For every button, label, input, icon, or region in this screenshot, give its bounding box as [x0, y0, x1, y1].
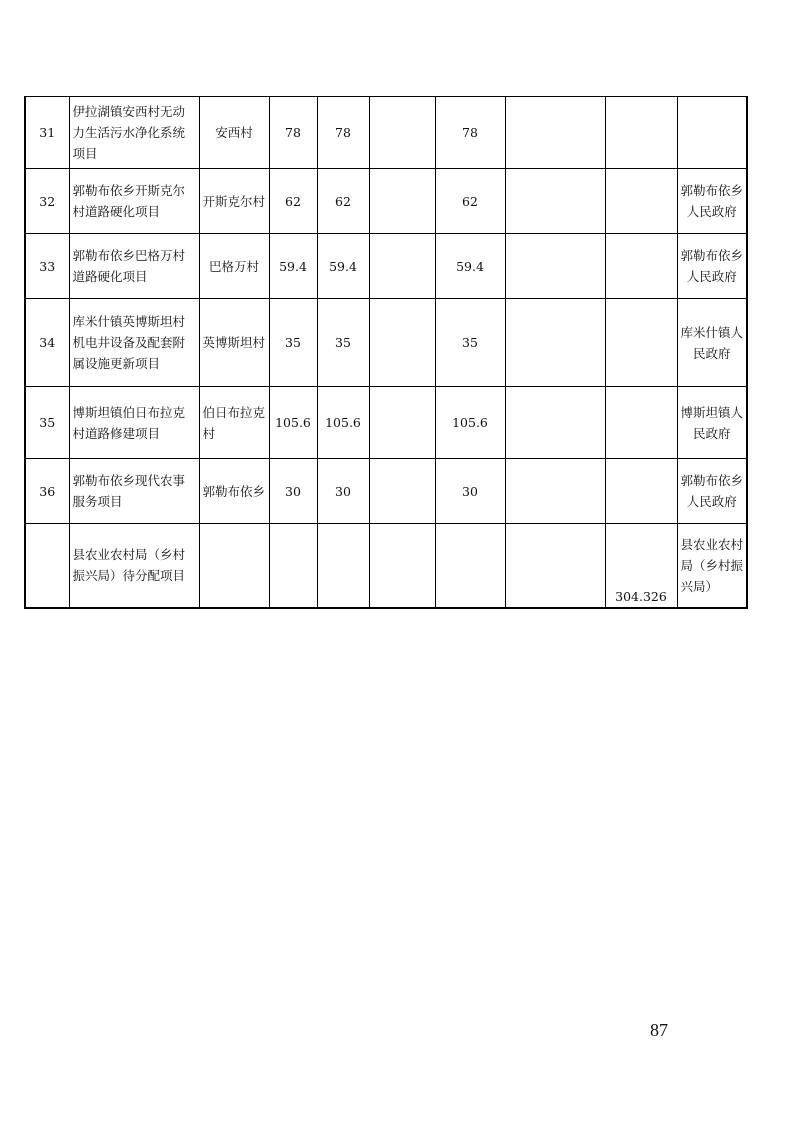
row-number: 35	[25, 387, 69, 459]
amount-col6: 78	[435, 97, 505, 169]
amount-col8	[605, 234, 677, 299]
project-name: 伊拉湖镇安西村无动力生活污水净化系统项目	[69, 97, 199, 169]
amount-col4: 59.4	[317, 234, 369, 299]
responsible-dept: 郭勒布依乡人民政府	[677, 234, 747, 299]
page-number: 87	[650, 1020, 668, 1040]
amount-col7	[505, 524, 605, 608]
amount-col4: 35	[317, 299, 369, 387]
total-amount: 30	[269, 459, 317, 524]
amount-col5	[369, 459, 435, 524]
total-amount: 78	[269, 97, 317, 169]
amount-col7	[505, 234, 605, 299]
total-amount: 59.4	[269, 234, 317, 299]
project-name: 郭勒布依乡开斯克尔村道路硬化项目	[69, 169, 199, 234]
project-name: 县农业农村局（乡村振兴局）待分配项目	[69, 524, 199, 608]
amount-col8	[605, 459, 677, 524]
amount-col5	[369, 169, 435, 234]
amount-col5	[369, 299, 435, 387]
row-number: 32	[25, 169, 69, 234]
amount-col7	[505, 459, 605, 524]
amount-col5	[369, 387, 435, 459]
amount-col6: 59.4	[435, 234, 505, 299]
project-location	[199, 524, 269, 608]
responsible-dept: 郭勒布依乡人民政府	[677, 169, 747, 234]
responsible-dept	[677, 97, 747, 169]
table-row	[25, 299, 747, 387]
project-location: 伯日布拉克村	[199, 387, 269, 459]
amount-col7	[505, 169, 605, 234]
row-number: 33	[25, 234, 69, 299]
table-row	[25, 524, 747, 608]
table-row	[25, 97, 747, 169]
project-location: 巴格万村	[199, 234, 269, 299]
table-row	[25, 169, 747, 234]
responsible-dept: 县农业农村局（乡村振兴局）	[677, 524, 747, 608]
amount-col8	[605, 97, 677, 169]
amount-col6: 35	[435, 299, 505, 387]
amount-col8: 304.326	[605, 524, 677, 608]
project-location: 安西村	[199, 97, 269, 169]
amount-col7	[505, 97, 605, 169]
amount-col4: 62	[317, 169, 369, 234]
total-amount: 35	[269, 299, 317, 387]
amount-col4: 78	[317, 97, 369, 169]
amount-col6	[435, 524, 505, 608]
amount-col6: 105.6	[435, 387, 505, 459]
project-name: 郭勒布依乡巴格万村道路硬化项目	[69, 234, 199, 299]
responsible-dept: 博斯坦镇人民政府	[677, 387, 747, 459]
amount-col7	[505, 387, 605, 459]
amount-col5	[369, 97, 435, 169]
total-amount: 105.6	[269, 387, 317, 459]
amount-col4	[317, 524, 369, 608]
amount-col8	[605, 387, 677, 459]
project-location: 开斯克尔村	[199, 169, 269, 234]
amount-col5	[369, 524, 435, 608]
amount-col6: 30	[435, 459, 505, 524]
project-location: 英博斯坦村	[199, 299, 269, 387]
responsible-dept: 库米什镇人民政府	[677, 299, 747, 387]
table-row	[25, 387, 747, 459]
row-number	[25, 524, 69, 608]
amount-col4: 30	[317, 459, 369, 524]
table-row	[25, 459, 747, 524]
row-number: 34	[25, 299, 69, 387]
table-row	[25, 234, 747, 299]
responsible-dept: 郭勒布依乡人民政府	[677, 459, 747, 524]
amount-col4: 105.6	[317, 387, 369, 459]
row-number: 36	[25, 459, 69, 524]
project-table	[24, 96, 748, 609]
project-location: 郭勒布依乡	[199, 459, 269, 524]
amount-col6: 62	[435, 169, 505, 234]
total-amount	[269, 524, 317, 608]
amount-col8	[605, 169, 677, 234]
amount-col7	[505, 299, 605, 387]
project-name: 库米什镇英博斯坦村机电井设备及配套附属设施更新项目	[69, 299, 199, 387]
project-name: 郭勒布依乡现代农事服务项目	[69, 459, 199, 524]
amount-col8	[605, 299, 677, 387]
amount-col5	[369, 234, 435, 299]
total-amount: 62	[269, 169, 317, 234]
row-number: 31	[25, 97, 69, 169]
project-name: 博斯坦镇伯日布拉克村道路修建项目	[69, 387, 199, 459]
